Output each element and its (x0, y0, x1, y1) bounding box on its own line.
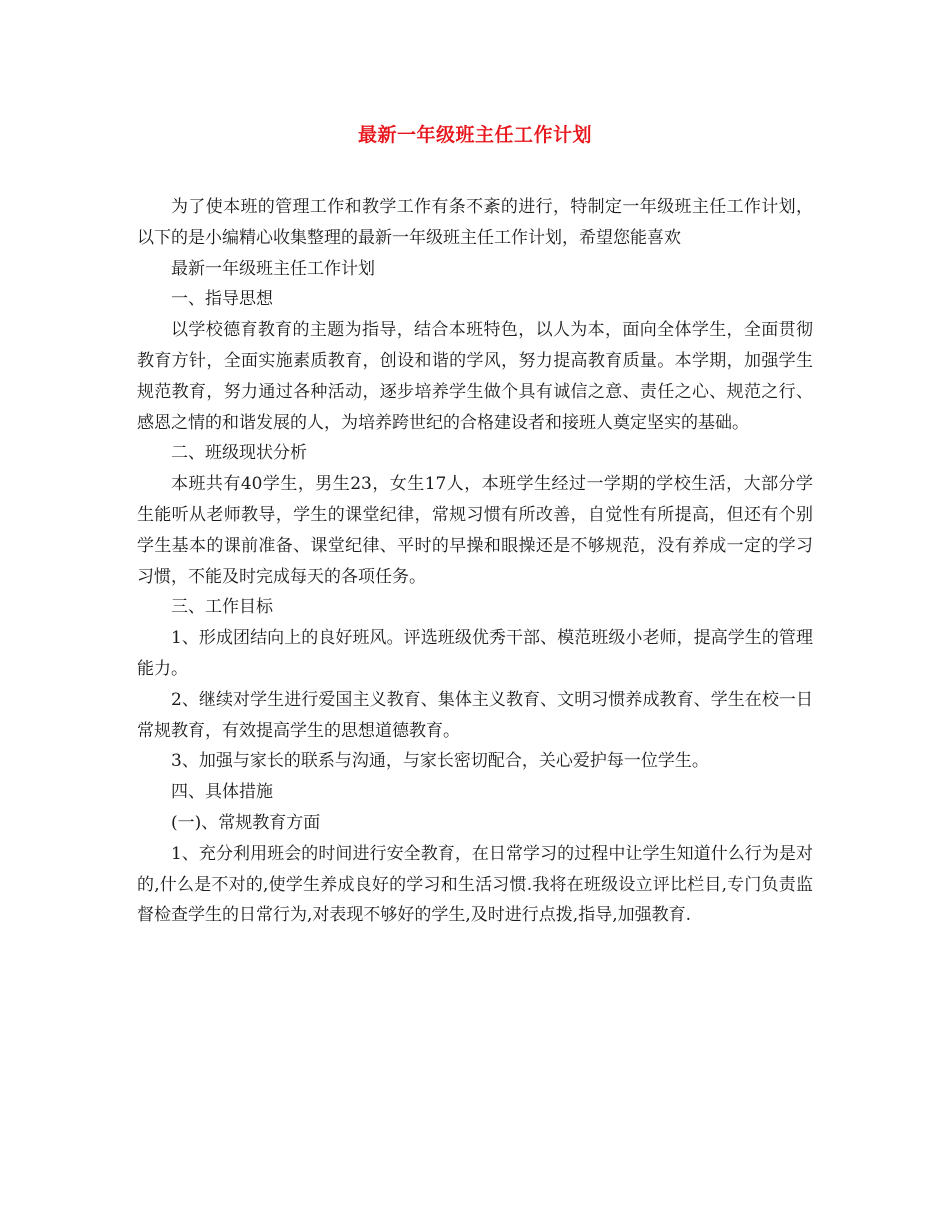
section-heading-measures: 四、具体措施 (171, 782, 273, 803)
document-body (137, 192, 813, 931)
section-heading-class-analysis: 二、班级现状分析 (171, 443, 307, 464)
paragraph-measure-1: 1、充分利用班会的时间进行安全教育，在日常学习的过程中让学生知道什么行为是对的,什么是不对的,使学生养成良好的学习和生活习惯.我将在班级设立评比栏目,专门负责监督检查学生的日常行为,对表现不够好的学生,及时进行点拨,指导,加强教育. (137, 843, 813, 926)
section-heading-guiding-thought: 一、指导思想 (171, 289, 273, 310)
paragraph-class-analysis: 本班共有40学生，男生23，女生17人，本班学生经过一学期的学校生活，大部分学生能听从老师教导，学生的课堂纪律，常规习惯有所改善，自觉性有所提高，但还有个别学生基本的课前准备、课堂纪律、平时的早操和眼操还是不够规范，没有养成一定的学习习惯，不能及时完成每天的各项任务。 (137, 474, 813, 587)
subsection-heading-routine-education: (一)、常规教育方面 (171, 812, 321, 833)
paragraph-goal-3: 3、加强与家长的联系与沟通，与家长密切配合，关心爱护每一位学生。 (171, 751, 709, 772)
paragraph-subtitle: 最新一年级班主任工作计划 (171, 258, 375, 279)
document-title: 最新一年级班主任工作计划 (357, 124, 592, 146)
paragraph-guiding-thought: 以学校德育教育的主题为指导，结合本班特色，以人为本，面向全体学生，全面贯彻教育方针，全面实施素质教育，创设和谐的学风，努力提高教育质量。本学期，加强学生规范教育，努力通过各种活动，逐步培养学生做个具有诚信之意、责任之心、规范之行、感恩之情的和谐发展的人，为培养跨世纪的合格建设者和接班人奠定坚实的基础。 (137, 320, 813, 433)
paragraph-goal-2: 2、继续对学生进行爱国主义教育、集体主义教育、文明习惯养成教育、学生在校一日常规教育，有效提高学生的思想道德教育。 (137, 689, 813, 741)
section-heading-work-goals: 三、工作目标 (171, 597, 273, 618)
paragraph-goal-1: 1、形成团结向上的良好班风。评选班级优秀干部、模范班级小老师，提高学生的管理能力。 (137, 628, 813, 679)
paragraph-intro: 为了使本班的管理工作和教学工作有条不紊的进行，特制定一年级班主任工作计划，以下的是小编精心收集整理的最新一年级班主任工作计划，希望您能喜欢 (137, 197, 813, 248)
